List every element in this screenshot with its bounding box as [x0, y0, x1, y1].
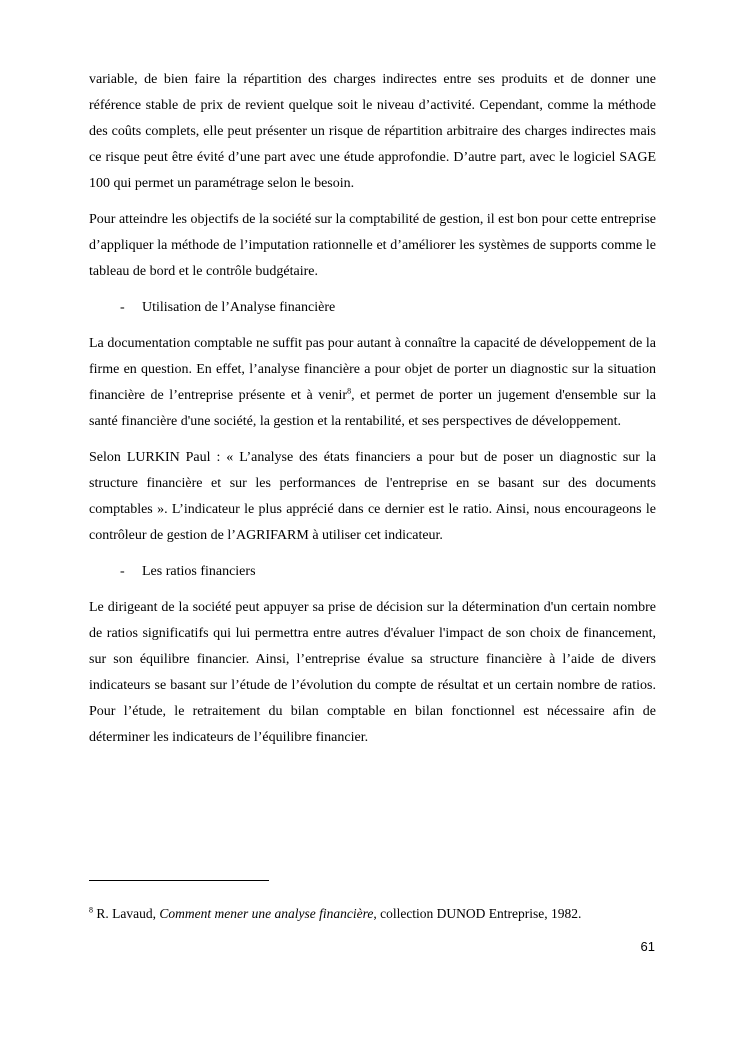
paragraph-text: La documentation comptable ne suffit pas pour autant à connaître la capacité de développement de la firme en question. En effet, l’analyse financière a pour objet de porter un diagnostic sur la situation financière de l’entreprise présente et à venir	[89, 336, 656, 403]
page-number: 61	[640, 939, 655, 954]
footnote	[89, 905, 689, 923]
bullet-dash: -	[120, 564, 125, 579]
footnote-title: Comment mener une analyse financière	[159, 906, 374, 921]
footnote-mark: 8	[89, 905, 93, 915]
footnote-rest: , collection DUNOD Entreprise, 1982.	[373, 906, 582, 921]
bullet-dash: -	[120, 300, 125, 315]
footnote-reference[interactable]: 8	[347, 386, 352, 396]
bullet-label: Utilisation de l’Analyse financière	[142, 300, 336, 315]
bullet-ratios-financiers	[89, 559, 656, 585]
paragraph-sage: variable, de bien faire la répartition des charges indirectes entre ses produits et de donner une référence stable de prix de revient quelque soit le niveau d’activité. Cependant, comme la méthode des coûts complets, elle peut présenter un risque de répartition arbitraire des charges indirectes mais ce risque peut être évité d’une part avec une étude approfondie. D’autre part, avec le logiciel SAGE 100 qui permet un paramétrage selon le besoin.	[89, 72, 656, 191]
bullet-label: Les ratios financiers	[142, 564, 256, 579]
footnote-separator	[89, 880, 269, 881]
paragraph-documentation	[89, 331, 656, 435]
body-text	[89, 67, 656, 761]
footnote-author: R. Lavaud,	[93, 906, 160, 921]
paragraph-objectifs: Pour atteindre les objectifs de la société sur la comptabilité de gestion, il est bon pour cette entreprise d’appliquer la méthode de l’imputation rationnelle et d’améliorer les systèmes de supports comme le tableau de bord et le contrôle budgétaire.	[89, 212, 656, 279]
paragraph-text: , et permet de porter un jugement d'ensemble sur la santé financière d'une société, la gestion et la rentabilité, et ses perspectives de développement.	[89, 388, 656, 429]
paragraph-lurkin: Selon LURKIN Paul : « L’analyse des états financiers a pour but de poser un diagnostic sur la structure financière et sur les performances de l'entreprise en se basant sur des documents comptables ». L’indicateur le plus apprécié dans ce dernier est le ratio. Ainsi, nous encourageons le contrôleur de gestion de l’AGRIFARM à utiliser cet indicateur.	[89, 450, 656, 543]
paragraph-dirigeant: Le dirigeant de la société peut appuyer sa prise de décision sur la détermination d'un certain nombre de ratios significatifs qui lui permettra entre autres d'évaluer l'impact de son choix de financement, sur son équilibre financier. Ainsi, l’entreprise évalue sa structure financière à l’aide de divers indicateurs se basant sur l’étude de l’évolution du compte de résultat et un certain nombre de ratios. Pour l’étude, le retraitement du bilan comptable en bilan fonctionnel est nécessaire afin de déterminer les indicateurs de l’équilibre financier.	[89, 600, 656, 745]
bullet-analyse-financiere	[89, 295, 656, 321]
